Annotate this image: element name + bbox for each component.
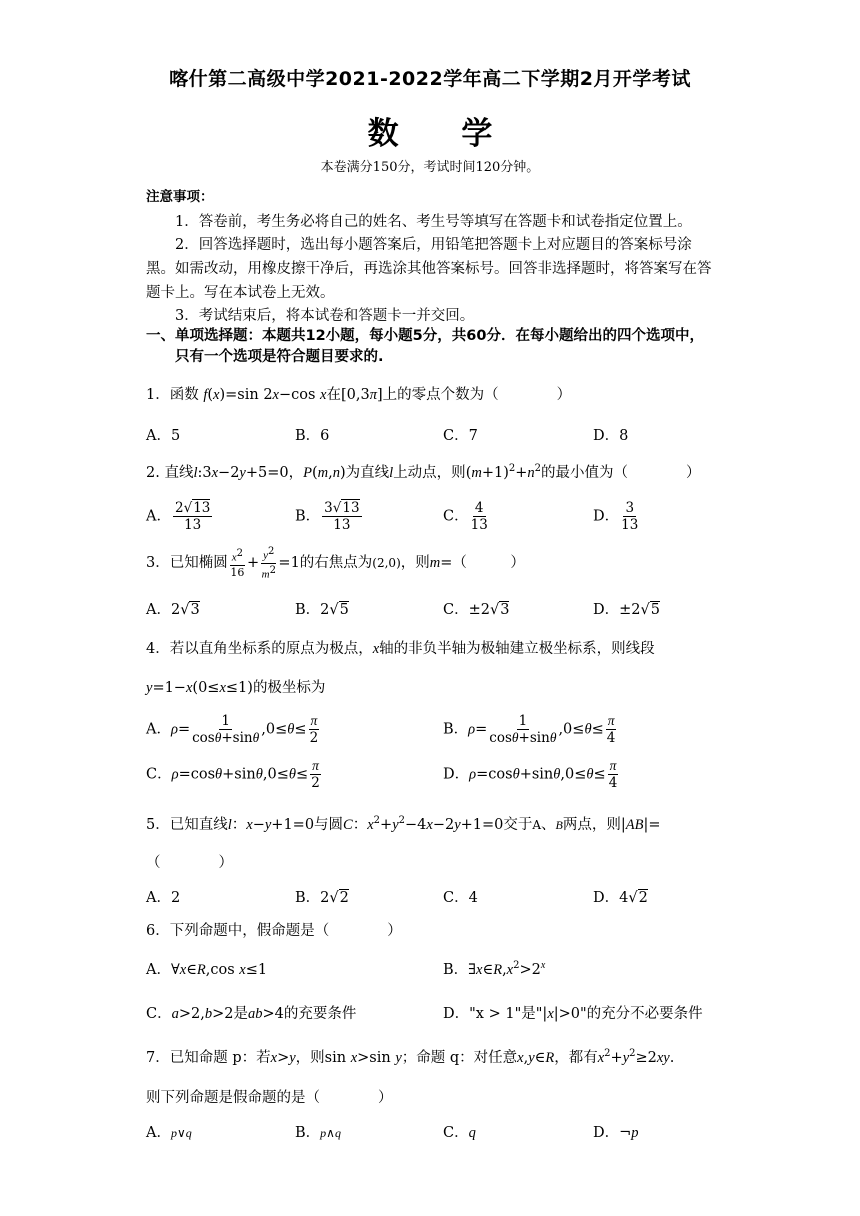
q5-option-a: A．2 (146, 890, 181, 906)
q4-option-c: C．ρ=cosθ+sinθ,0≤θ≤ $\frac{\pi}{2}$ (146, 758, 320, 791)
q1-option-a: A．5 (146, 428, 181, 444)
question-3: 3．已知椭圆 $\frac{x^2}{16}$ + $\frac{y^2}{m^2}$ =1的右焦点为(2,0)，则m=（ ） (146, 546, 525, 581)
q1-option-b: B．6 (295, 428, 330, 444)
q3-option-a: A．2√3 (146, 602, 200, 618)
notice-item-1: 1．答卷前，考生务必将自己的姓名、考生号等填写在答题卡和试卷指定位置上。 (175, 214, 692, 230)
q2-option-d: D． $\frac{3}{13}$ (593, 500, 639, 533)
section-line-1: 一、单项选择题：本题共12小题，每小题5分，共60分．在每小题给出的四个选项中， (146, 328, 704, 344)
notice-item-3: 3．考试结束后，将本试卷和答题卡一并交回。 (175, 308, 475, 324)
question-4-line-1: 4．若以直角坐标系的原点为极点，x轴的非负半轴为极轴建立极坐标系，则线段 (146, 641, 655, 657)
q1-option-d: D．8 (593, 428, 629, 444)
question-5-line-2: （ ） (146, 855, 233, 871)
q4-option-d: D．ρ=cosθ+sinθ,0≤θ≤ $\frac{\pi}{4}$ (443, 758, 618, 791)
question-7-line-2: 则下列命题是假命题的是（ ） (146, 1090, 393, 1106)
q7-option-d: D．¬p (593, 1125, 639, 1141)
q1-option-c: C．7 (443, 428, 478, 444)
q4-option-b: B．ρ= $\frac{1}{\cos\theta+\sin\theta}$ ,0≤θ≤ $\frac{\pi}{4}$ (443, 713, 616, 746)
question-5: 5．已知直线l：x−y+1=0与圆C：$x^2+y^2-4x-2y+1=0$交于A、B两点，则|AB|= (146, 815, 661, 833)
exam-title: 喀什第二高级中学2021-2022学年高二下学期2月开学考试 (169, 68, 691, 90)
q7-option-b: B．p∧q (295, 1125, 341, 1141)
q7-option-c: C．q (443, 1125, 476, 1141)
subject-title: 数 学 (367, 116, 519, 152)
q6-option-a: A．∀x∈R,cos x≤1 (146, 962, 268, 978)
exam-info: 本卷满分150分，考试时间120分钟。 (320, 160, 540, 175)
notice-item-2: 2．回答选择题时，选出每小题答案后，用铅笔把答题卡上对应题目的答案标号涂黑。如需改动，用橡皮擦干净后，再选涂其他答案标号。回答非选择题时，将答案写在答题卡上。写在本试卷上无效。 (146, 237, 712, 301)
q2-option-a: A． $\frac{2√13}{13}$ (146, 500, 211, 533)
section-line-2: 只有一个选项是符合题目要求的. (175, 349, 384, 365)
q7-option-a: A．p∨q (146, 1125, 192, 1141)
question-4-line-2: y=1−x(0≤x≤1)的极坐标为 (146, 680, 326, 696)
question-7-line-1: 7．已知命题 p：若x>y，则sin x>sin y；命题 q：对任意x,y∈R，都有$x^2+y^2\ge 2xy$. (146, 1048, 675, 1066)
q5-option-c: C．4 (443, 890, 478, 906)
q5-option-d: D．4√2 (593, 890, 648, 906)
q2-option-b: B． $\frac{3√13}{13}$ (295, 500, 360, 533)
question-2: 2. 直线l:3x−2y+5=0，P(m,n)为直线l上动点，则$(m+1)^2+n^2$的最小值为（ ） (146, 463, 701, 481)
q6-option-d: D．"x > 1"是"|x|>0"的充分不必要条件 (443, 1006, 703, 1022)
q3-option-b: B．2√5 (295, 602, 349, 618)
section-heading (146, 326, 726, 368)
q2-option-c: C． $\frac{4}{13}$ (443, 500, 488, 533)
q6-option-c: C．a>2,b>2是ab>4的充要条件 (146, 1006, 357, 1022)
q4-option-a: A．ρ= $\frac{1}{\cos\theta+\sin\theta}$ ,0≤θ≤ $\frac{\pi}{2}$ (146, 713, 319, 746)
question-1: 1．函数 f(x)=sin 2x−cos x在[0,3π]上的零点个数为（ ） (146, 387, 572, 403)
q3-option-d: D．±2√5 (593, 602, 660, 618)
question-6: 6．下列命题中，假命题是（ ） (146, 923, 402, 939)
notice-heading: 注意事项： (146, 189, 214, 205)
q5-option-b: B．2√2 (295, 890, 349, 906)
q3-option-c: C．±2√3 (443, 602, 510, 618)
q6-option-b: B．$\exists x\in R,x^2>2^x$ (443, 960, 546, 978)
